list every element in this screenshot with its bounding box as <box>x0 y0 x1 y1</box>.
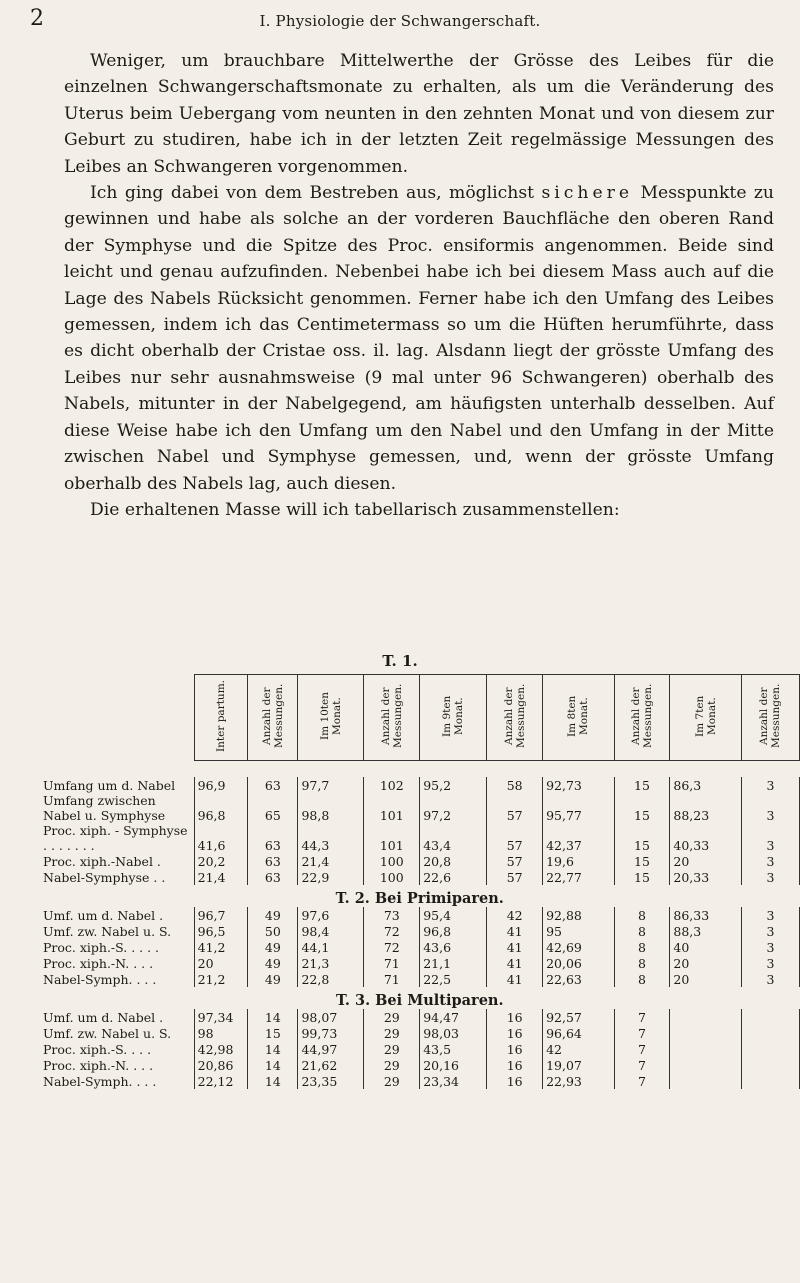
table-cell: 19,6 <box>543 853 614 869</box>
table-cell: 92,73 <box>543 777 614 793</box>
table-cell: 14 <box>248 1041 298 1057</box>
table-cell <box>670 1057 741 1073</box>
table-cell: 100 <box>364 869 420 885</box>
table-row <box>40 1009 800 1025</box>
table-cell: 44,1 <box>298 939 364 955</box>
table-cell: 86,3 <box>670 777 741 793</box>
table-row <box>40 853 800 869</box>
col-header: Im 7ten Monat. <box>693 695 718 737</box>
table-cell: 20,86 <box>194 1057 248 1073</box>
table-cell: 41,6 <box>194 823 248 853</box>
table-cell: 42 <box>543 1041 614 1057</box>
table-cell: 15 <box>248 1025 298 1041</box>
table-cell: 58 <box>487 777 543 793</box>
table-cell: 101 <box>364 823 420 853</box>
table-cell: 21,3 <box>298 955 364 971</box>
col-header: Im 9ten Monat. <box>441 695 466 737</box>
row-label: Nabel-Symphyse . . <box>43 870 166 885</box>
running-title: I. Physiologie der Schwangerschaft. <box>259 12 541 30</box>
table-cell: 29 <box>364 1009 420 1025</box>
row-label: Nabel-Symph. . . . <box>43 972 157 987</box>
table-cell: 20 <box>194 955 248 971</box>
table-cell: 102 <box>364 777 420 793</box>
table-cell: 57 <box>487 853 543 869</box>
table-row <box>40 823 800 853</box>
section-title: T. 2. Bei Primiparen. <box>335 890 504 907</box>
table-cell: 101 <box>364 793 420 823</box>
table-cell: 88,23 <box>670 793 741 823</box>
table-cell <box>741 1041 799 1057</box>
table-cell: 7 <box>614 1025 670 1041</box>
table-cell: 65 <box>248 793 298 823</box>
table-row <box>40 923 800 939</box>
table-row <box>40 907 800 923</box>
table-cell: 20,2 <box>194 853 248 869</box>
page-header <box>0 6 800 36</box>
table-row <box>40 777 800 793</box>
row-label: Proc. xiph. - Symphyse . . . . . . . <box>43 823 188 853</box>
table-cell: 23,35 <box>298 1073 364 1089</box>
table-cell: 21,4 <box>194 869 248 885</box>
table-row <box>40 1073 800 1089</box>
table-cell: 21,1 <box>420 955 487 971</box>
table-cell <box>670 1041 741 1057</box>
table-cell: 16 <box>487 1041 543 1057</box>
table-cell: 98,07 <box>298 1009 364 1025</box>
table-row <box>40 1041 800 1057</box>
paragraph-1: Weniger, um brauchbare Mittelwerthe der Grösse des Leibes für die einzelnen Schwangerschaftsmonate zu erhalten, als um die Veränderung des Uterus beim Uebergang vom neunten in den zehnten Monat und von diesem zur Geburt zu studiren, habe ich in der letzten Zeit regelmässige Messungen des Leibes an Schwangeren vorgenommen. <box>64 51 774 177</box>
table-cell: 15 <box>614 853 670 869</box>
table-cell: 63 <box>248 869 298 885</box>
table-cell: 8 <box>614 907 670 923</box>
row-label: Umf. um d. Nabel . <box>43 908 164 923</box>
table-cell: 15 <box>614 793 670 823</box>
row-label: Proc. xiph.-S. . . . . <box>43 940 160 955</box>
table-cell: 19,07 <box>543 1057 614 1073</box>
table-cell: 95,2 <box>420 777 487 793</box>
table-cell <box>741 1025 799 1041</box>
table-cell: 71 <box>364 955 420 971</box>
table-cell: 3 <box>741 793 799 823</box>
col-header: Anzahl der Messungen. <box>379 683 404 749</box>
table-cell: 3 <box>741 923 799 939</box>
table-cell: 72 <box>364 939 420 955</box>
table-cell: 20 <box>670 853 741 869</box>
table-cell: 22,6 <box>420 869 487 885</box>
table-cell <box>741 1057 799 1073</box>
table-cell: 22,12 <box>194 1073 248 1089</box>
table-cell: 7 <box>614 1009 670 1025</box>
table-cell: 63 <box>248 853 298 869</box>
table-cell: 7 <box>614 1073 670 1089</box>
row-label: Proc. xiph.-N. . . . <box>43 1058 154 1073</box>
emphasis-sichere: sichere <box>541 183 634 204</box>
table-cell: 3 <box>741 971 799 987</box>
col-header: Anzahl der Messungen. <box>629 683 654 749</box>
table-cell: 98,8 <box>298 793 364 823</box>
table-cell: 92,57 <box>543 1009 614 1025</box>
table-cell: 98,03 <box>420 1025 487 1041</box>
table-cell: 72 <box>364 923 420 939</box>
table-cell: 95 <box>543 923 614 939</box>
table-cell: 96,8 <box>194 793 248 823</box>
table-cell: 63 <box>248 823 298 853</box>
table-cell: 8 <box>614 939 670 955</box>
table-cell: 14 <box>248 1009 298 1025</box>
section-title-row <box>40 885 800 907</box>
table-cell: 3 <box>741 777 799 793</box>
table-cell: 98,4 <box>298 923 364 939</box>
table-cell: 57 <box>487 869 543 885</box>
table-cell: 20 <box>670 971 741 987</box>
table-cell: 43,5 <box>420 1041 487 1057</box>
row-label: Umfang um d. Nabel <box>43 778 176 793</box>
table-cell: 96,7 <box>194 907 248 923</box>
row-label: Umf. um d. Nabel . <box>43 1010 164 1025</box>
table-cell: 3 <box>741 939 799 955</box>
table-row <box>40 1057 800 1073</box>
table-cell: 7 <box>614 1057 670 1073</box>
table-cell: 96,64 <box>543 1025 614 1041</box>
row-label: Umfang zwischen Nabel u. Symphyse <box>43 793 166 823</box>
table-cell: 41 <box>487 971 543 987</box>
table-cell: 43,6 <box>420 939 487 955</box>
table-cell: 42,37 <box>543 823 614 853</box>
table-cell: 8 <box>614 971 670 987</box>
section-title-row <box>40 987 800 1009</box>
body-text <box>64 48 774 523</box>
table-row <box>40 955 800 971</box>
paragraph-2-start: Ich ging dabei von dem Bestreben aus, möglichst <box>90 183 542 204</box>
table-cell: 29 <box>364 1057 420 1073</box>
page-number: 2 <box>30 6 44 31</box>
table-cell: 49 <box>248 939 298 955</box>
table-cell: 14 <box>248 1057 298 1073</box>
table-cell: 20,06 <box>543 955 614 971</box>
row-label: Umf. zw. Nabel u. S. <box>43 924 172 939</box>
table-cell: 15 <box>614 823 670 853</box>
table-cell <box>741 1009 799 1025</box>
table-cell: 97,34 <box>194 1009 248 1025</box>
table-cell: 49 <box>248 907 298 923</box>
paragraph-3: Die erhaltenen Masse will ich tabellarisch zusammenstellen: <box>90 499 620 520</box>
table-cell: 16 <box>487 1057 543 1073</box>
table-cell: 73 <box>364 907 420 923</box>
table-cell: 42 <box>487 907 543 923</box>
table-cell: 57 <box>487 793 543 823</box>
table-cell: 8 <box>614 955 670 971</box>
col-header: Anzahl der Messungen. <box>758 683 783 749</box>
spacer-row <box>40 761 800 778</box>
table-cell: 40 <box>670 939 741 955</box>
table-cell: 3 <box>741 823 799 853</box>
row-label: Proc. xiph.-S. . . . <box>43 1042 152 1057</box>
table-cell: 20,16 <box>420 1057 487 1073</box>
table-cell: 16 <box>487 1073 543 1089</box>
table-cell: 41,2 <box>194 939 248 955</box>
table-cell: 95,77 <box>543 793 614 823</box>
table-row <box>40 971 800 987</box>
table-cell <box>741 1073 799 1089</box>
table-cell: 20,33 <box>670 869 741 885</box>
table-row <box>40 939 800 955</box>
col-header: Inter partum. <box>214 680 227 752</box>
table-cell: 95,4 <box>420 907 487 923</box>
table-row <box>40 869 800 885</box>
section-title: T. 3. Bei Multiparen. <box>335 992 504 1009</box>
table-row <box>40 793 800 823</box>
table-cell: 3 <box>741 955 799 971</box>
row-label: Proc. xiph.-N. . . . <box>43 956 154 971</box>
table-cell: 99,73 <box>298 1025 364 1041</box>
table-cell: 15 <box>614 869 670 885</box>
table-cell: 100 <box>364 853 420 869</box>
paragraph-2-rest: Messpunkte zu gewinnen und habe als solche an der vorderen Bauchfläche den oberen Rand der Symphyse und die Spitze des Proc. ensiformis angenommen. Beide sind leicht und genau aufzufinden. Nebenbei habe ich bei diesem Mass auch auf die Lage des Nabels Rücksicht genommen. Ferner habe ich den Umfang des Leibes gemessen, indem ich das Centimetermass so um die Hüften herumführte, dass es dicht oberhalb der Cristae oss. il. lag. Alsdann liegt der grösste Umfang des Leibes nur sehr ausnahmsweise (9 mal unter 96 Schwangeren) oberhalb des Nabels, mitunter in der Nabelgegend, am häufigsten unterhalb desselben. Auf diese Weise habe ich den Umfang um den Nabel und den Umfang in der Mitte zwischen Nabel und Symphyse gemessen, und, wenn der grösste Umfang oberhalb des Nabels lag, auch diesen. <box>64 183 775 494</box>
table-cell: 97,7 <box>298 777 364 793</box>
paragraph-2 <box>64 180 774 497</box>
col-header: Im 10ten Monat. <box>318 692 343 740</box>
table-cell: 20 <box>670 955 741 971</box>
table-cell: 29 <box>364 1025 420 1041</box>
table-cell: 97,2 <box>420 793 487 823</box>
table-cell: 49 <box>248 955 298 971</box>
row-label: Proc. xiph.-Nabel . <box>43 854 161 869</box>
table-cell: 43,4 <box>420 823 487 853</box>
table-cell: 29 <box>364 1073 420 1089</box>
header-blank <box>40 675 194 761</box>
table-cell: 41 <box>487 955 543 971</box>
table-cell: 22,5 <box>420 971 487 987</box>
table-cell: 16 <box>487 1009 543 1025</box>
table-cell: 3 <box>741 869 799 885</box>
row-label: Nabel-Symph. . . . <box>43 1074 157 1089</box>
table-cell: 41 <box>487 939 543 955</box>
table-cell: 16 <box>487 1025 543 1041</box>
table-cell: 97,6 <box>298 907 364 923</box>
table-row <box>40 1025 800 1041</box>
table-cell: 92,88 <box>543 907 614 923</box>
table-cell: 21,62 <box>298 1057 364 1073</box>
measurement-table <box>40 674 800 1089</box>
table-cell: 14 <box>248 1073 298 1089</box>
table-cell: 7 <box>614 1041 670 1057</box>
table-cell: 3 <box>741 853 799 869</box>
table-cell: 96,5 <box>194 923 248 939</box>
table-cell: 3 <box>741 907 799 923</box>
table-cell <box>670 1073 741 1089</box>
table-cell: 29 <box>364 1041 420 1057</box>
table-cell: 15 <box>614 777 670 793</box>
table-cell: 63 <box>248 777 298 793</box>
table-cell: 44,3 <box>298 823 364 853</box>
col-header: Im 8ten Monat. <box>566 695 591 737</box>
column-header-row <box>40 675 800 761</box>
table-cell: 8 <box>614 923 670 939</box>
table-cell: 22,9 <box>298 869 364 885</box>
table-cell: 96,9 <box>194 777 248 793</box>
table-cell: 49 <box>248 971 298 987</box>
table-cell: 21,2 <box>194 971 248 987</box>
table-cell: 40,33 <box>670 823 741 853</box>
col-header: Anzahl der Messungen. <box>260 683 285 749</box>
table-cell: 57 <box>487 823 543 853</box>
table-cell: 22,8 <box>298 971 364 987</box>
table-cell: 42,69 <box>543 939 614 955</box>
table-cell: 23,34 <box>420 1073 487 1089</box>
table-cell: 42,98 <box>194 1041 248 1057</box>
table-cell: 22,93 <box>543 1073 614 1089</box>
table-cell: 98 <box>194 1025 248 1041</box>
table-cell: 44,97 <box>298 1041 364 1057</box>
table-cell: 41 <box>487 923 543 939</box>
table-cell <box>670 1009 741 1025</box>
col-header: Anzahl der Messungen. <box>502 683 527 749</box>
table-cell: 50 <box>248 923 298 939</box>
table-cell <box>670 1025 741 1041</box>
row-label: Umf. zw. Nabel u. S. <box>43 1026 172 1041</box>
table-cell: 96,8 <box>420 923 487 939</box>
table-title: T. 1. <box>382 652 418 670</box>
table-cell: 88,3 <box>670 923 741 939</box>
table-cell: 71 <box>364 971 420 987</box>
table-cell: 22,77 <box>543 869 614 885</box>
table-cell: 21,4 <box>298 853 364 869</box>
table-cell: 20,8 <box>420 853 487 869</box>
table-cell: 94,47 <box>420 1009 487 1025</box>
table-cell: 86,33 <box>670 907 741 923</box>
table-cell: 22,63 <box>543 971 614 987</box>
